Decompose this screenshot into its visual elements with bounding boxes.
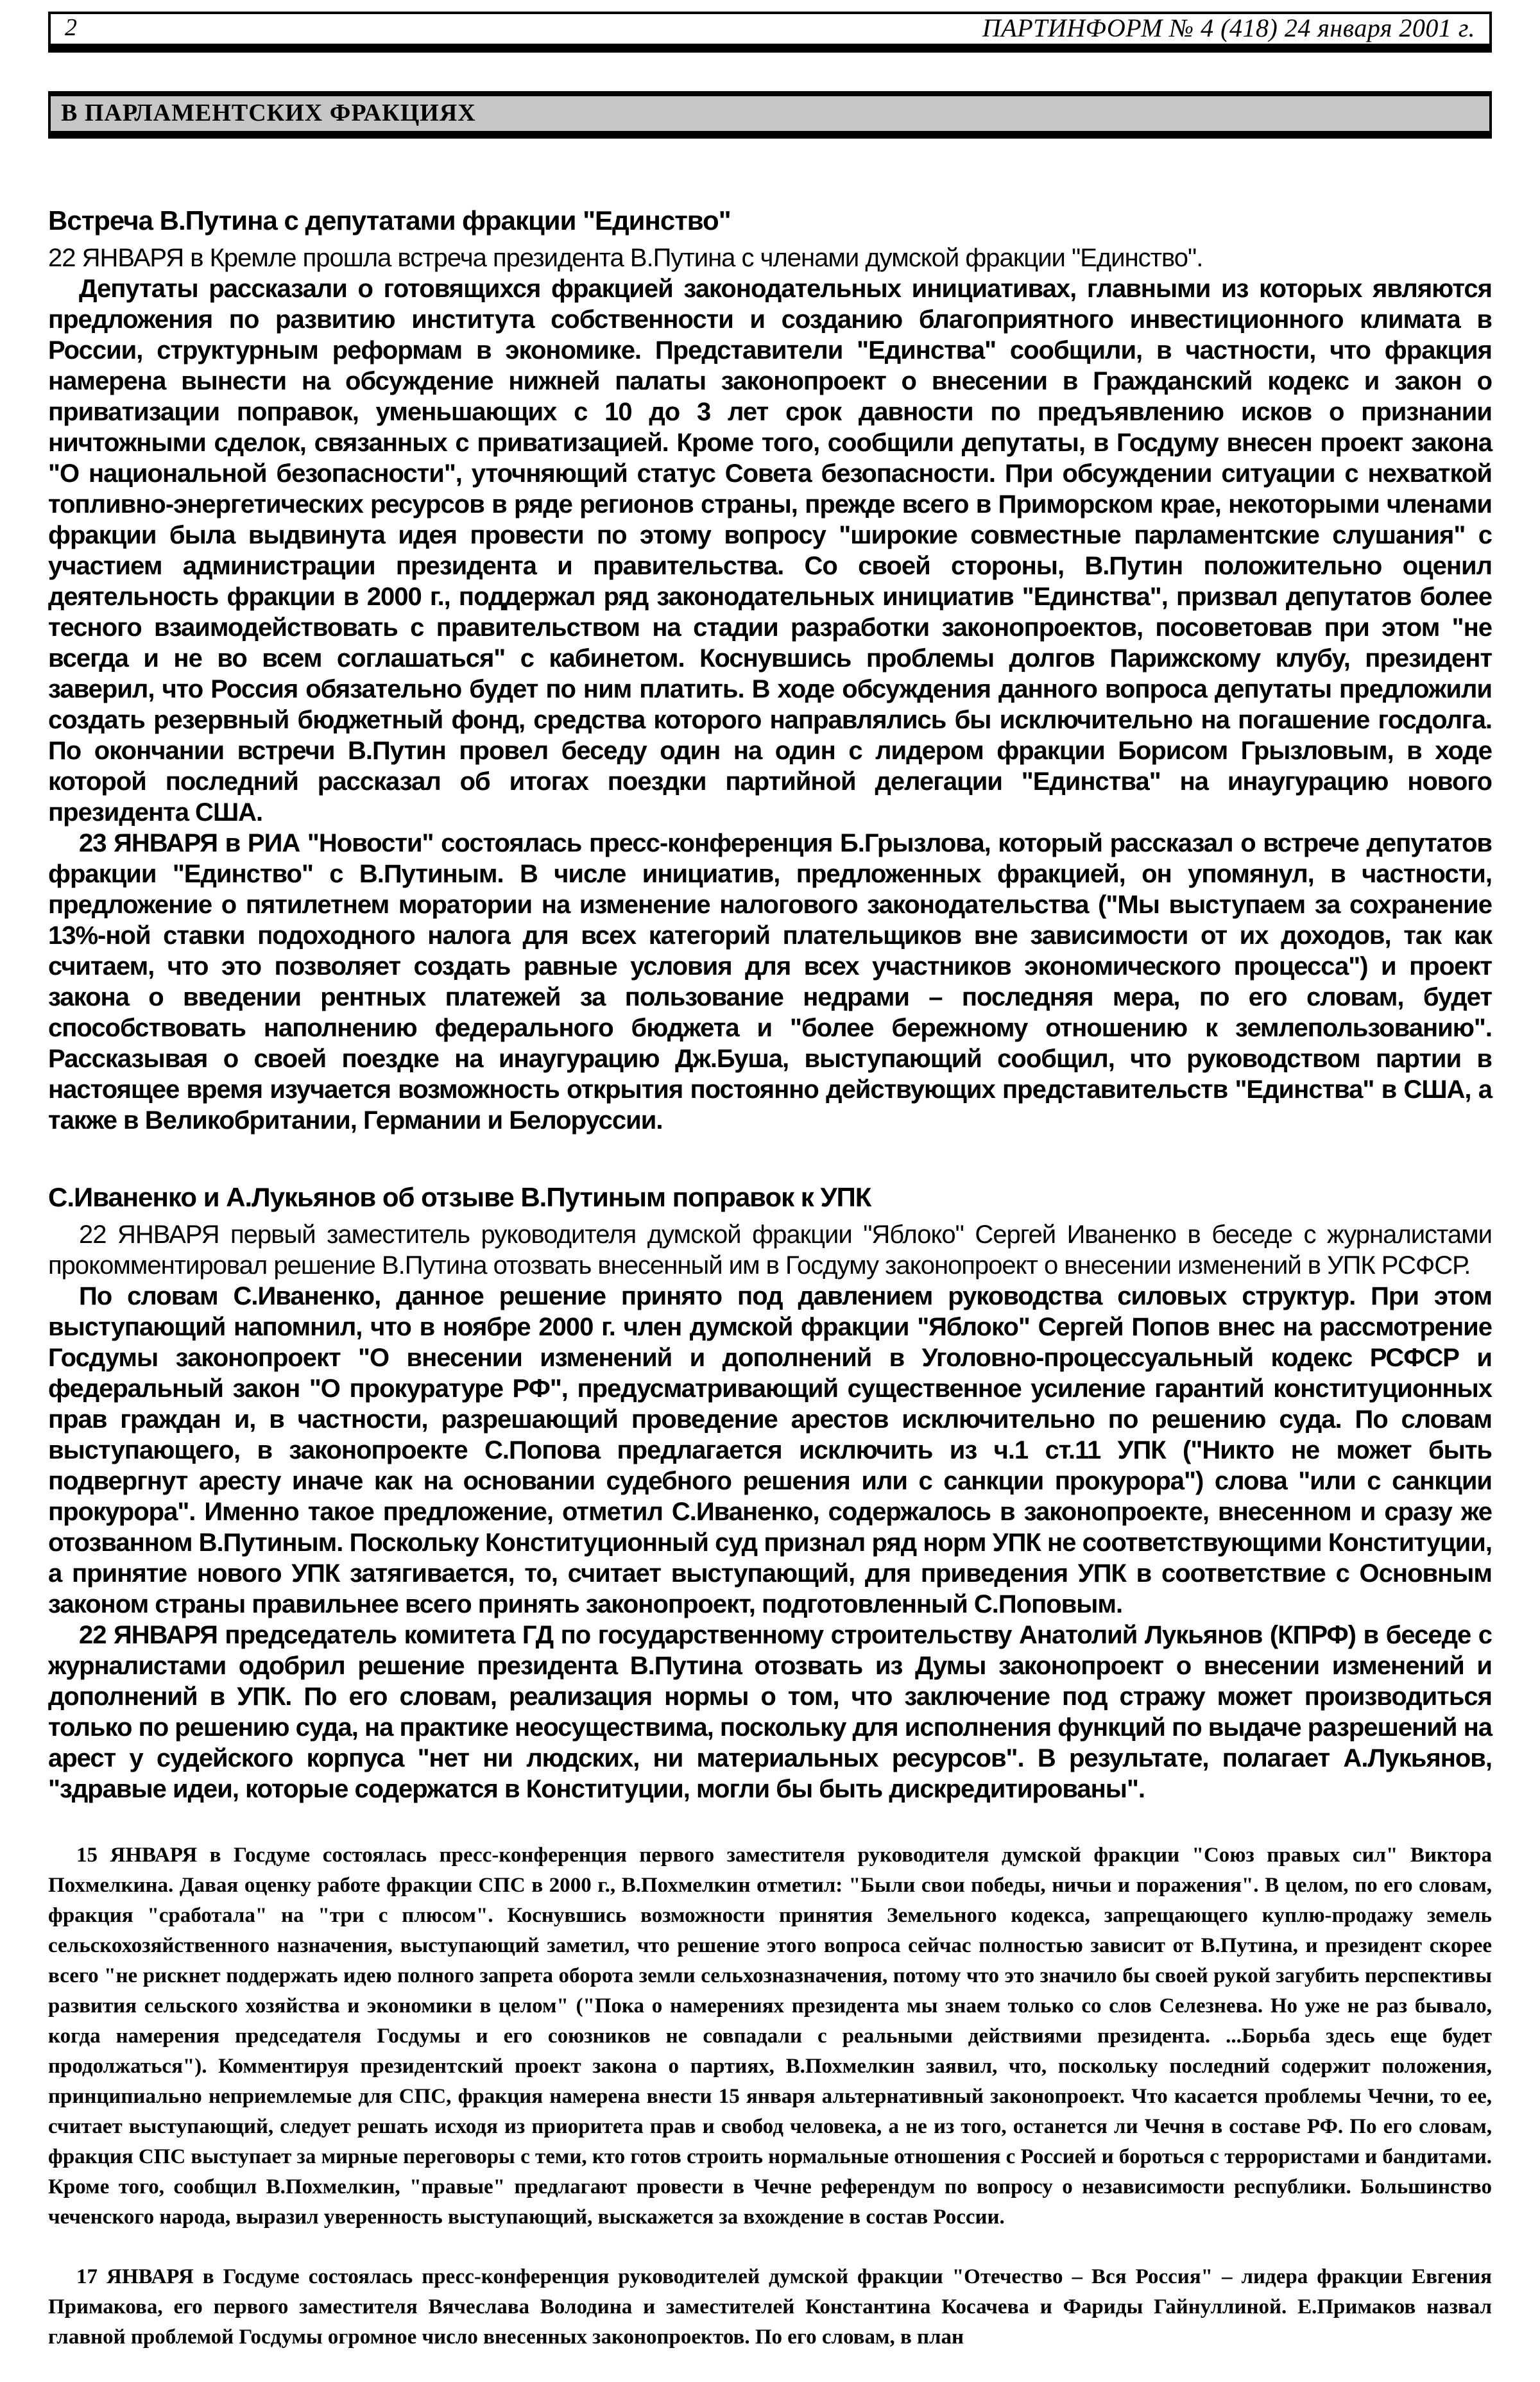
briefs-section bbox=[48, 1840, 1492, 2352]
brief-item: 15 ЯНВАРЯ в Госдуме состоялась пресс-конференция первого заместителя руководителя думской фракции "Союз правых сил" Виктора Похмелкина. Давая оценку работе фракции СПС в 2000 г., В.Похмелкин отметил: "Были свои победы, ничьи и поражения". В целом, по его словам, фракция "сработала" на "три с плюсом". Коснувшись возможности принятия Земельного кодекса, запрещающего куплю-продажу земель сельскохозяйственного назначения, выступающий заметил, что решение этого вопроса сейчас полностью зависит от В.Путина, и президент скорее всего "не рискнет поддержать идею полного запрета оборота земли сельхозназначения, потому что это значило бы своей рукой загубить перспективы развития сельского хозяйства и экономики в целом" ("Пока о намерениях президента мы знаем только со слов Селезнева. Но уже не раз бывало, когда намерения председателя Госдумы и его союзников не совпадали с реальными действиями президента. ...Борьба здесь еще будет продолжаться"). Комментируя президентский проект закона о партиях, В.Похмелкин заявил, что, поскольку последний содержит положения, принципиально неприемлемые для СПС, фракция намерена внести 15 января альтернативный законопроект. Что касается проблемы Чечни, то ее, считает выступающий, следует решать исходя из приоритета прав и свобод человека, а не из того, останется ли Чечня в составе РФ. По его словам, фракция СПС выступает за мирные переговоры с теми, кто готов строить нормальные отношения с Россией и бороться с террористами и бандитами. Кроме того, сообщил В.Похмелкин, "правые" предлагают провести в Чечне референдум по вопросу о независимости республики. Большинство чеченского народа, выразил уверенность выступающий, выскажется за вхождение в состав России. bbox=[48, 1844, 1492, 2229]
article-paragraph: 23 ЯНВАРЯ в РИА "Новости" состоялась пресс-конференция Б.Грызлова, который рассказал о встрече депутатов фракции "Единство" с В.Путиным. В числе инициатив, предложенных фракцией, он упомянул, в частности, предложение о пятилетнем моратории на изменение налогового законодательства ("Мы выступаем за сохранение 13%-ной ставки подоходного налога для всех категорий плательщиков вне зависимости от их доходов, так как считаем, что это позволяет создать равные условия для всех участников экономического процесса") и проект закона о введении рентных платежей за пользование недрами – последняя мера, по его словам, будет способствовать наполнению федерального бюджета и "более бережному отношению к землепользованию". Рассказывая о своей поездке на инаугурацию Дж.Буша, выступающий сообщил, что руководством партии в настоящее время изучается возможность открытия постоянно действующих представительств "Единства" в США, а также в Великобритании, Германии и Белоруссии. bbox=[48, 829, 1492, 1135]
article-lead: 22 ЯНВАРЯ в Кремле прошла встреча президента В.Путина с членами думской фракции "Единство". bbox=[48, 244, 1203, 272]
article-title: Встреча В.Путина с депутатами фракции "Единство" bbox=[48, 205, 731, 236]
masthead-bar bbox=[48, 12, 1492, 53]
section-title: В ПАРЛАМЕНТСКИХ ФРАКЦИЯХ bbox=[61, 99, 476, 126]
section-header-bar bbox=[48, 91, 1492, 139]
article-paragraph: По словам С.Иваненко, данное решение принято под давлением руководства силовых структур. При этом выступающий напомнил, что в ноябре 2000 г. член думской фракции "Яблоко" Сергей Попов внес на рассмотрение Госдумы законопроект "О внесении изменений и дополнений в Уголовно-процессуальный кодекс РСФСР и федеральный закон "О прокуратуре РФ", предусматривающий существенное усиление гарантий конституционных прав граждан и, в частности, разрешающий проведение арестов исключительно по решению суда. По словам выступающего, в законопроекте С.Попова предлагается исключить из ч.1 ст.11 УПК ("Никто не может быть подвергнут аресту иначе как на основании судебного решения или с санкции прокурора") слова "или с санкции прокурора". Именно такое предложение, отметил С.Иваненко, содержалось в законопроекте, внесенном и сразу же отозванном В.Путиным. Поскольку Конституционный суд признал ряд норм УПК не соответствующими Конституции, а принятие нового УПК затягивается, то, считает выступающий, для приведения УПК в соответствие с Основным законом страны правильнее всего принять законопроект, подготовленный С.Поповым. bbox=[48, 1282, 1492, 1618]
page-number: 2 bbox=[65, 14, 77, 41]
article-lead: 22 ЯНВАРЯ первый заместитель руководителя думской фракции "Яблоко" Сергей Иваненко в беседе с журналистами прокомментировал решение В.Путина отозвать внесенный им в Госдуму законопроект о внесении изменений в УПК РСФСР. bbox=[48, 1221, 1492, 1280]
masthead-title: ПАРТИНФОРМ № 4 (418) 24 января 2001 г. bbox=[982, 13, 1475, 42]
article-paragraph: 22 ЯНВАРЯ председатель комитета ГД по государственному строительству Анатолий Лукьянов (КПРФ) в беседе с журналистами одобрил решение президента В.Путина отозвать из Думы законопроект о внесении изменений и дополнений в УПК. По его словам, реализация нормы о том, что заключение под стражу может производиться только по решению суда, на практике неосуществима, поскольку для исполнения функций по выдаче разрешений на арест у судейского корпуса "нет ни людских, ни материальных ресурсов". В результате, полагает А.Лукьянов, "здравые идеи, которые содержатся в Конституции, могли бы быть дискредитированы". bbox=[48, 1621, 1492, 1803]
article-unity-meeting bbox=[48, 205, 1492, 1136]
article-upk-amendments bbox=[48, 1182, 1492, 1804]
brief-item: 17 ЯНВАРЯ в Госдуме состоялась пресс-конференция руководителей думской фракции "Отечество – Вся Россия" – лидера фракции Евгения Примакова, его первого заместителя Вячеслава Володина и заместителей Константина Косачева и Фариды Гайнуллиной. Е.Примаков назвал главной проблемой Госдумы огромное число внесенных законопроектов. По его словам, в план bbox=[48, 2265, 1492, 2349]
article-paragraph: Депутаты рассказали о готовящихся фракцией законодательных инициативах, главными из которых являются предложения по развитию института собственности и созданию благоприятного инвестиционного климата в России, структурным реформам в экономике. Представители "Единства" сообщили, в частности, что фракция намерена вынести на обсуждение нижней палаты законопроект о внесении в Гражданский кодекс и закон о приватизации поправок, уменьшающих с 10 до 3 лет срок давности по предъявлению исков о признании ничтожными сделок, связанных с приватизацией. Кроме того, сообщили депутаты, в Госдуму внесен проект закона "О национальной безопасности", уточняющий статус Совета безопасности. При обсуждении ситуации с нехваткой топливно-энергетических ресурсов в ряде регионов страны, прежде всего в Приморском крае, некоторыми членами фракции была выдвинута идея провести по этому вопросу "широкие совместные парламентские слушания" с участием администрации президента и правительства. Со своей стороны, В.Путин положительно оценил деятельность фракции в 2000 г., поддержал ряд законодательных инициатив "Единства", призвал депутатов более тесного взаимодействовать с правительством на стадии разработки законопроектов, посоветовав при этом "не всегда и не во всем соглашаться" с кабинетом. Коснувшись проблемы долгов Парижскому клубу, президент заверил, что Россия обязательно будет по ним платить. В ходе обсуждения данного вопроса депутаты предложили создать резервный бюджетный фонд, средства которого направлялись бы исключительно на погашение госдолга. По окончании встречи В.Путин провел беседу один на один с лидером фракции Борисом Грызловым, в ходе которой последний рассказал об итогах поездки партийной делегации "Единства" на инаугурацию нового президента США. bbox=[48, 275, 1492, 827]
article-title: С.Иваненко и А.Лукьянов об отзыве В.Путиным поправок к УПК bbox=[48, 1182, 871, 1212]
